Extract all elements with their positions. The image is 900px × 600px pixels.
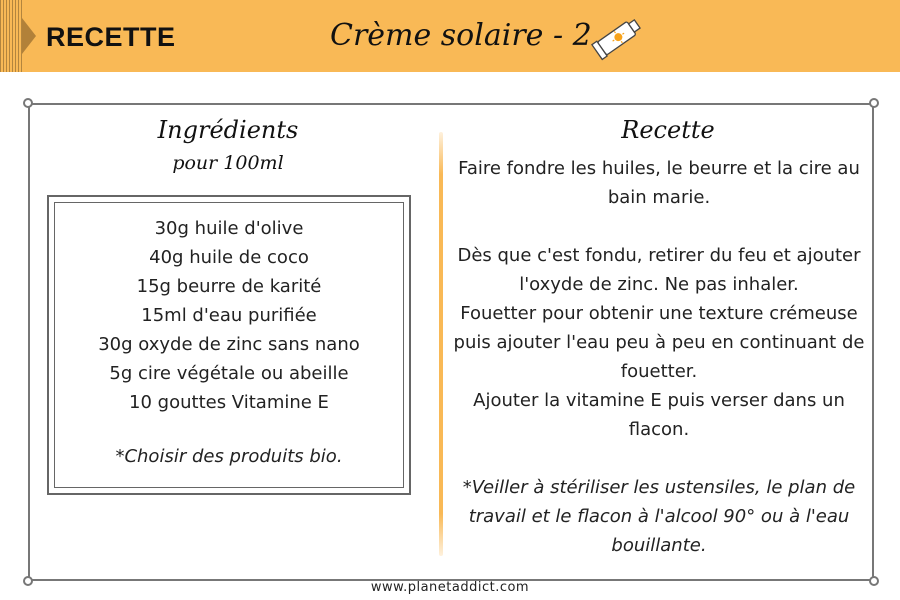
recipe-note: *Veiller à stériliser les ustensiles, le plan de travail et le flacon à l'alcool 90° ou à l'eau bouillante. <box>462 477 856 556</box>
header-stripes <box>0 0 22 72</box>
frame-corner-ornament <box>869 98 879 108</box>
ingredients-title: Ingrédients <box>157 116 299 144</box>
ingredients-note: *Choisir des produits bio. <box>115 446 343 467</box>
recipe-title: Recette <box>621 116 715 144</box>
ingredient-item: 30g oxyde de zinc sans nano <box>98 334 360 355</box>
paragraph-spacer <box>450 212 868 241</box>
recipe-step: Faire fondre les huiles, le beurre et la cire au bain marie. <box>458 158 860 208</box>
footer-url: www.planetaddict.com <box>370 580 530 595</box>
recipe-steps <box>450 154 868 560</box>
recipe-step: Ajouter la vitamine E puis verser dans un flacon. <box>473 390 845 440</box>
page-title: Crème solaire - 2 <box>330 18 592 53</box>
header-bar <box>0 0 900 72</box>
recipe-step: Dès que c'est fondu, retirer du feu et ajouter l'oxyde de zinc. Ne pas inhaler. <box>457 245 861 295</box>
sunscreen-tube-icon <box>590 8 650 64</box>
recipe-step: Fouetter pour obtenir une texture crémeuse puis ajouter l'eau peu à peu en continuant de fouetter. <box>453 303 865 382</box>
ingredient-item: 15g beurre de karité <box>136 276 322 297</box>
frame-corner-ornament <box>23 98 33 108</box>
ingredient-item: 5g cire végétale ou abeille <box>109 363 349 384</box>
ingredients-list <box>54 214 404 417</box>
ingredient-item: 40g huile de coco <box>149 247 309 268</box>
ingredient-item: 15ml d'eau purifiée <box>141 305 317 326</box>
header-chevron-icon <box>22 18 36 54</box>
paragraph-spacer <box>450 444 868 473</box>
ingredients-subtitle: pour 100ml <box>172 152 284 174</box>
column-divider <box>439 132 443 556</box>
ingredient-item: 30g huile d'olive <box>154 218 304 239</box>
header-label: RECETTE <box>46 22 176 52</box>
ingredient-item: 10 gouttes Vitamine E <box>129 392 329 413</box>
